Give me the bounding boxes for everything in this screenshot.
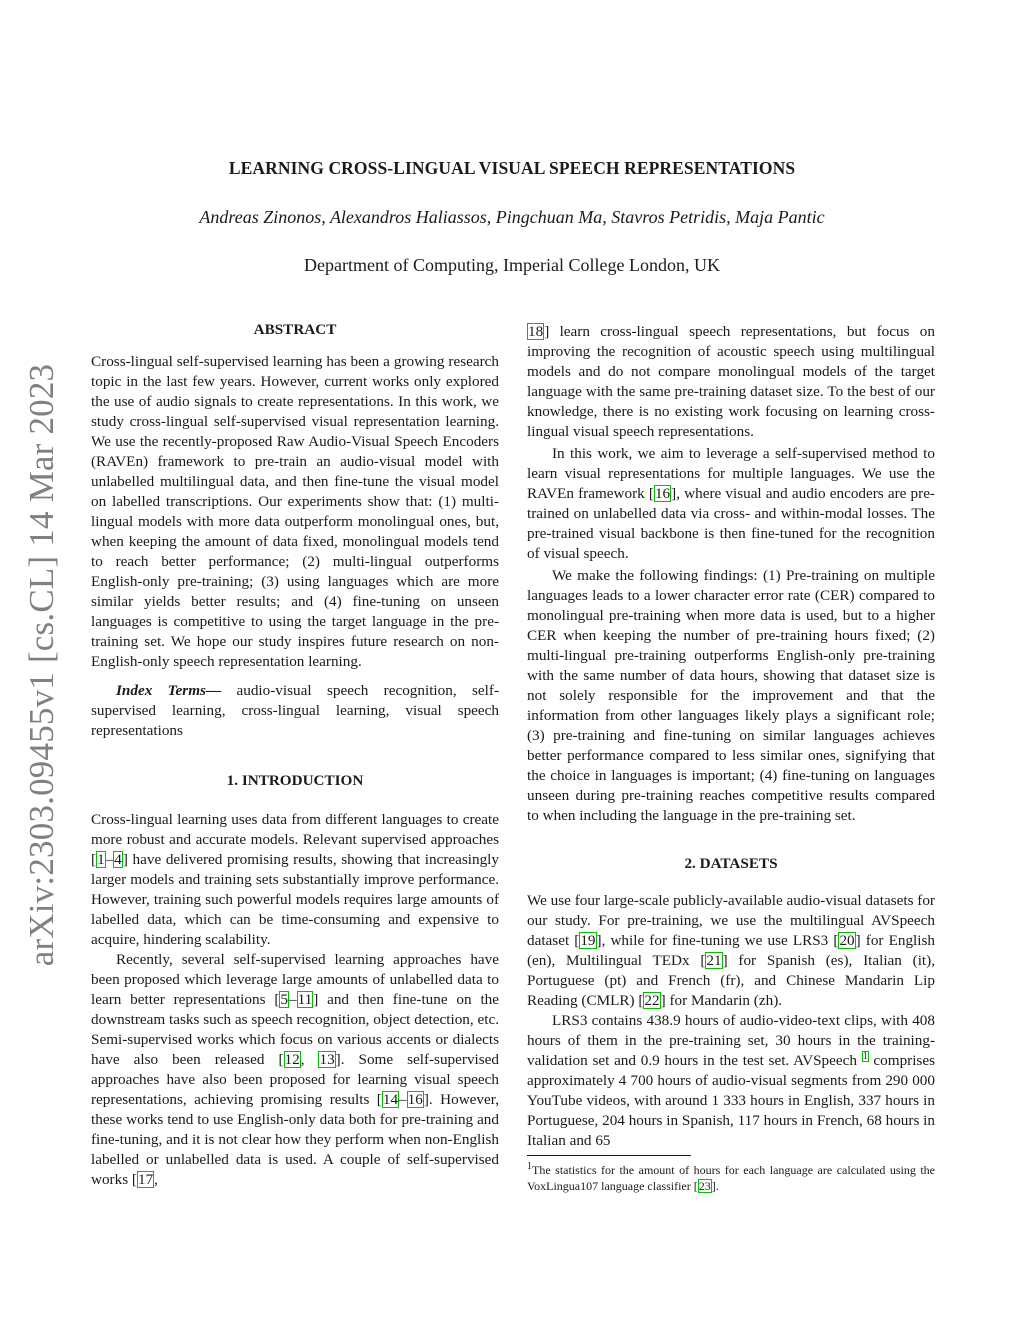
- footnote-divider: [527, 1155, 691, 1156]
- text-run: ] for Mandarin (zh).: [660, 992, 783, 1009]
- intro-heading: 1. INTRODUCTION: [226, 772, 364, 789]
- footnote-mark-link[interactable]: 1: [862, 1050, 868, 1062]
- citation-link[interactable]: 16: [407, 1091, 423, 1108]
- text-run: ] for Spanish (es), Italian (it), Portuguese (pt) and French (fr), and Chinese Mandarin Lip Reading (CMLR) [: [527, 952, 935, 1009]
- intro-paragraph-continued: [527, 322, 935, 442]
- text-run: ]. Some self-supervised approaches have also been proposed for learning visual speech representations, achieving promising results [: [91, 1051, 500, 1108]
- citation-link[interactable]: 19: [580, 932, 596, 949]
- citation-link[interactable]: 5: [280, 991, 288, 1008]
- citation-link[interactable]: 20: [839, 932, 855, 949]
- datasets-paragraph-1: [527, 891, 935, 1011]
- left-column: [91, 320, 499, 1190]
- datasets-heading: 2. DATASETS: [684, 855, 778, 872]
- intro-paragraph-aim: [527, 444, 935, 564]
- text-run: ], while for fine-tuning we use LRS3 [: [596, 932, 839, 949]
- citation-link[interactable]: 22: [644, 992, 660, 1009]
- arxiv-identifier: arXiv:2303.09455v1 [cs.CL] 14 Mar 2023: [22, 363, 61, 967]
- citation-link[interactable]: 16: [654, 485, 671, 502]
- abstract-text: Cross-lingual self-supervised learning has been a growing research topic in the last few years. However, current works only explored the use of audio signals to create representations. In this work, we study cross-lingual self-supervised visual representation learning. We use the recently-proposed Raw Audio-Visual Speech Encoders (RAVEn) framework to pre-train an audio-visual model with unlabelled multilingual data, and then fine-tune the visual model on labelled transcriptions. Our experiments show that: (1) multi-lingual models with more data outperform monolingual ones, but, when keeping the amount of data fixed, monolingual models tend to reach better performance; (2) multi-lingual outperforms English-only pre-training; (3) using languages which are more similar yields better results; and (4) fine-tuning on unseen languages is competitive to using the target language in the pre-training set. We hope our study inspires future research on non-English-only speech representation learning.: [91, 353, 499, 670]
- footnote: [527, 1162, 935, 1194]
- text-run: ,: [300, 1051, 319, 1068]
- footnote-mark: 1: [527, 1161, 532, 1172]
- text-run: ] for English (en), Multilingual TEDx [: [527, 932, 935, 969]
- author-list: Andreas Zinonos, Alexandros Haliassos, Pingchuan Ma, Stavros Petridis, Maja Pantic: [199, 207, 825, 227]
- text-run: LRS3 contains 438.9 hours of audio-video-text clips, with 408 hours of them in the pre-training set, 30 hours in the training-validation set and 0.9 hours in the test set. AVSpeech: [527, 1012, 935, 1069]
- affiliation: Department of Computing, Imperial College London, UK: [304, 255, 720, 275]
- intro-paragraph-1: [91, 810, 499, 950]
- index-terms-text: audio-visual speech recognition, self-supervised learning, cross-lingual learning, visual speech representations: [91, 682, 499, 739]
- text-run: Recently, several self-supervised learning approaches have been proposed which leverage large amounts of unlabelled data to learn better representations [: [91, 951, 499, 1008]
- citation-link[interactable]: 1: [97, 851, 105, 868]
- citation-link[interactable]: 12: [284, 1051, 300, 1068]
- citation-link[interactable]: 4: [114, 851, 122, 868]
- text-run: ] have delivered promising results, showing that increasingly larger models and training sets substantially improve performance. However, training such powerful models requires large amounts of labelled data, which can be time-consuming and expensive to acquire, hindering scalability.: [91, 851, 499, 948]
- text-run: –: [105, 851, 114, 868]
- intro-paragraph-2: [91, 950, 499, 1190]
- text-run: ] and then fine-tune on the downstream tasks such as speech recognition, object detection, etc. Semi-supervised works which focus on various accents or dialects have also been released [: [91, 991, 499, 1068]
- right-column: [527, 322, 935, 1194]
- citation-link[interactable]: 11: [297, 991, 313, 1008]
- citation-link[interactable]: 18: [528, 323, 544, 340]
- text-run: Cross-lingual learning uses data from different languages to create more robust and accurate models. Relevant supervised approaches [: [91, 811, 499, 868]
- text-run: ] learn cross-lingual speech representations, but focus on improving the recognition of acoustic speech using multilingual models and do not compare monolingual models of the target language with the same pre-training dataset size. To the best of our knowledge, there is no existing work focusing on learning cross-lingual visual speech representations.: [527, 323, 935, 440]
- intro-paragraph-findings: We make the following findings: (1) Pre-training on multiple languages leads to a lower character error rate (CER) compared to monolingual pre-training when more data is used, but to a higher CER when keeping the number of pre-training hours fixed; (2) multi-lingual pre-training outperforms English-only pre-training with the same number of data hours, showing that dataset size is not solely responsible for the improvement and that the information from other languages likely plays a significant role; (3) pre-training and fine-tuning on similar languages achieves better performance compared to less similar ones, signifying that the choice in languages is important; (4) fine-tuning on languages unseen during pre-training reaches competitive results compared to when including the language in the pre-training set.: [527, 567, 935, 824]
- text-run: –: [288, 991, 297, 1008]
- abstract-heading: ABSTRACT: [253, 321, 337, 338]
- text-run: comprises approximately 4 700 hours of audio-visual segments from 290 000 YouTube videos, with around 1 333 hours in English, 337 hours in Portuguese, 204 hours in Spanish, 117 hours in French, 68 hours in Italian and 65: [527, 1052, 935, 1149]
- paper-title: LEARNING CROSS-LINGUAL VISUAL SPEECH REPRESENTATIONS: [228, 158, 796, 178]
- text-run: In this work, we aim to leverage a self-supervised method to learn visual representations for multiple languages. We use the RAVEn framework [: [527, 445, 935, 502]
- text-run: The statistics for the amount of hours for each language are calculated using the VoxLingua107 language classifier [: [527, 1163, 935, 1193]
- index-terms-label: Index Terms—: [116, 682, 222, 699]
- citation-link[interactable]: 21: [706, 952, 722, 969]
- citation-link[interactable]: 14: [382, 1091, 399, 1108]
- text-run: ]. However, these works tend to use English-only data both for pre-training and fine-tuning, and it is not clear how they perform when non-English labelled or unlabelled data is used. A couple of self-supervised works [: [91, 1091, 499, 1188]
- citation-link[interactable]: 17: [137, 1171, 154, 1188]
- text-run: –: [399, 1091, 407, 1108]
- datasets-paragraph-2: [527, 1011, 935, 1151]
- text-run: ,: [154, 1171, 158, 1188]
- text-run: ], where visual and audio encoders are pre-trained on unlabelled data via cross- and within-modal losses. The pre-trained visual backbone is then fine-tuned for the recognition of visual speech.: [527, 485, 935, 562]
- text-run: We use four large-scale publicly-available audio-visual datasets for our study. For pre-training, we use the multilingual AVSpeech dataset [: [527, 892, 935, 949]
- index-terms: [91, 681, 499, 741]
- text-run: ].: [711, 1179, 719, 1193]
- citation-link[interactable]: 13: [319, 1051, 335, 1068]
- citation-link[interactable]: 23: [698, 1179, 711, 1193]
